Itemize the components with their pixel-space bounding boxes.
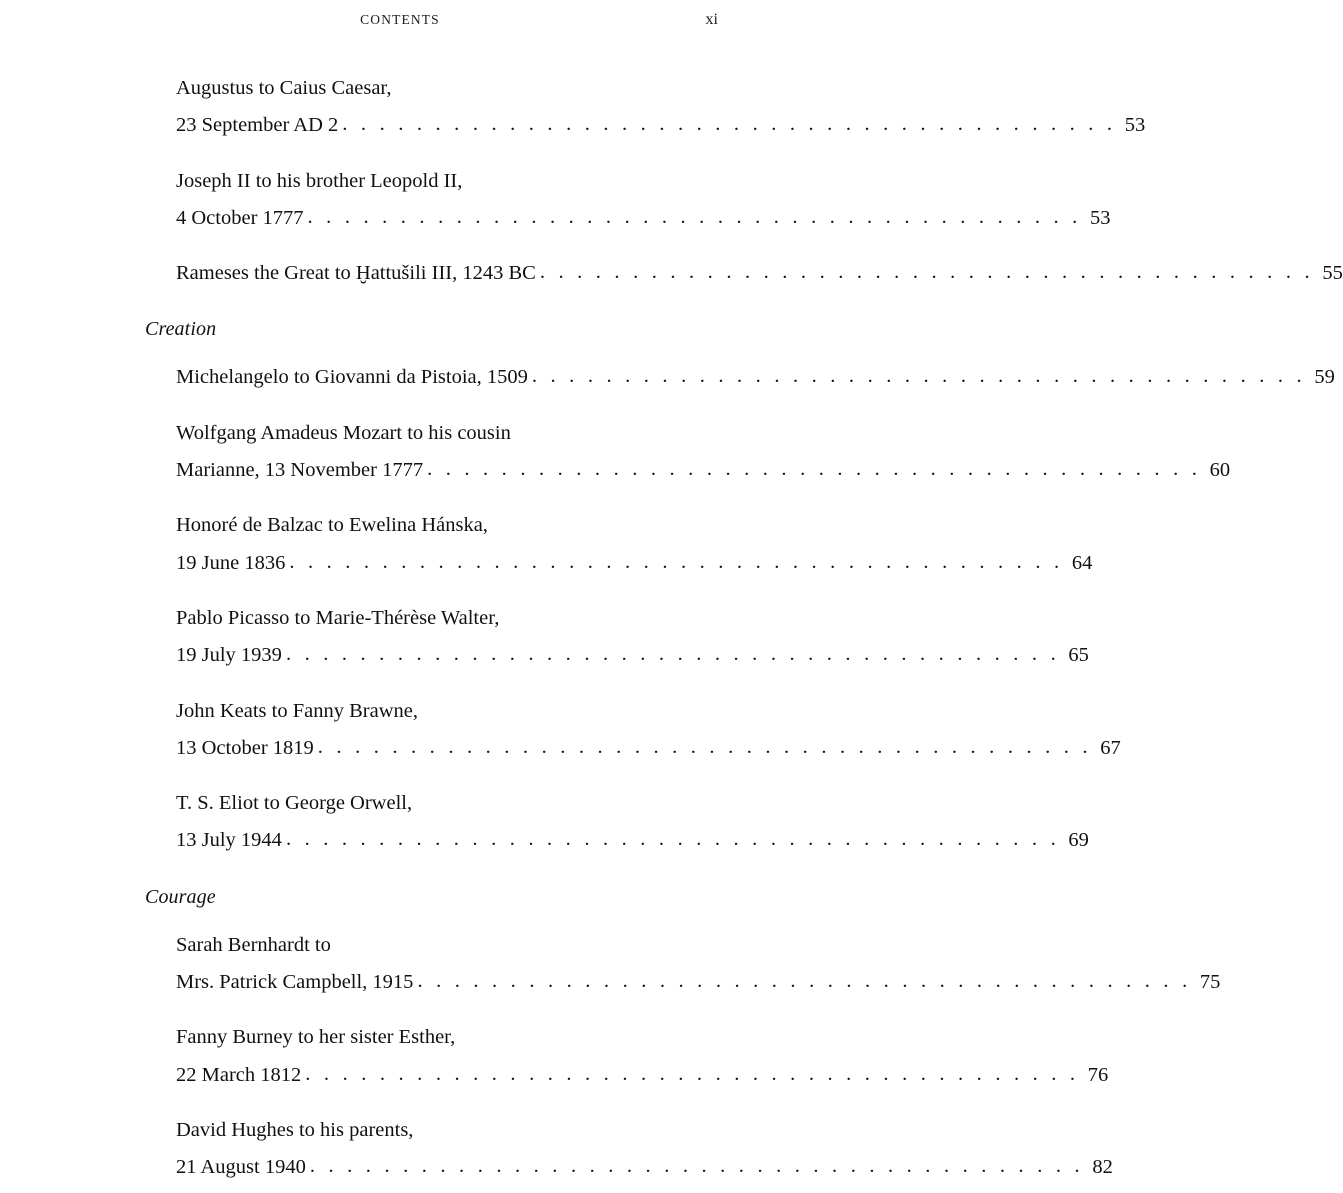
toc-dot-leader [532,358,1306,395]
toc-entry-line [145,415,645,452]
toc-entry-line [145,785,645,822]
toc-entry[interactable] [145,243,1343,292]
toc-entry-line [145,70,645,107]
toc-entry-last-line [145,200,1111,237]
toc-entry-text: Fanny Burney to her sister Esther, [176,1026,456,1049]
toc-page-number[interactable]: 69 [1068,829,1089,852]
toc-entry[interactable] [145,773,1089,860]
toc-entry-text: Sarah Bernhardt to [176,933,331,956]
toc-entry-text: Rameses the Great to Ḫattušili III, 1243 BC [176,262,536,285]
toc-dot-leader [540,254,1314,291]
toc-dot-leader [289,544,1063,581]
toc-entry-line [145,927,645,964]
toc-entry-line [145,507,645,544]
toc-page-number[interactable]: 65 [1068,644,1089,667]
toc-entry[interactable] [145,151,1111,238]
toc-dot-leader [308,199,1082,236]
toc-entry-text: Joseph II to his brother Leopold II, [176,169,463,192]
toc-entry-text: 22 March 1812 [176,1063,302,1086]
toc-entry-text: T. S. Eliot to George Orwell, [176,792,413,815]
toc-entry-text: John Keats to Fanny Brawne, [176,699,418,722]
toc-entry[interactable] [145,588,1089,675]
toc-entry[interactable] [145,403,1231,490]
toc-dot-leader [427,451,1201,488]
toc-entry-text: 23 September AD 2 [176,114,339,137]
toc-entry-line [145,1112,645,1149]
toc-section-heading: Creation [145,318,217,341]
toc-section-heading: Courage [145,885,216,908]
toc-page-number[interactable]: 60 [1209,459,1231,482]
toc-entry-line [145,1019,645,1056]
toc-entry-line [145,163,645,200]
toc-dot-leader [310,1148,1084,1185]
toc-entry-last-line [145,1057,1109,1094]
toc-entry-text: 4 October 1777 [176,206,304,229]
toc-page-number[interactable]: 64 [1071,551,1093,574]
toc-entry-text: Marianne, 13 November 1777 [176,459,424,482]
toc-entry[interactable] [145,915,1221,1002]
toc-entry[interactable] [145,347,1335,396]
toc-entry[interactable] [145,495,1093,582]
toc-entry-last-line [145,1149,1113,1186]
toc-dot-leader [286,636,1060,673]
running-head [0,12,800,34]
toc-page-number[interactable]: 82 [1092,1156,1113,1179]
toc-page-number[interactable]: 76 [1087,1063,1109,1086]
toc-entry-text: Honoré de Balzac to Ewelina Hánska, [176,514,488,537]
toc-entry-text: Pablo Picasso to Marie-Thérèse Walter, [176,606,500,629]
toc-dot-leader [286,821,1060,858]
toc-entry-text: Michelangelo to Giovanni da Pistoia, 1509 [176,366,528,389]
toc-dot-leader [342,106,1116,143]
toc-entry-text: 21 August 1940 [176,1156,306,1179]
toc-entry-last-line [145,637,1089,674]
toc-dot-leader [417,963,1191,1000]
toc-entry[interactable] [145,58,1146,145]
toc-entry-line [145,600,645,637]
toc-entry-last-line [145,545,1093,582]
toc-entry-text: 13 October 1819 [176,736,314,759]
toc-entry-last-line [145,107,1146,144]
toc-page-number[interactable]: 67 [1100,736,1121,759]
toc-entry-text: Wolfgang Amadeus Mozart to his cousin [176,421,511,444]
running-head-title: CONTENTS [360,12,440,27]
toc-entry[interactable] [145,1007,1109,1094]
toc-dot-leader [305,1056,1079,1093]
toc-entry-last-line [145,964,1221,1001]
toc-entry-text: 19 June 1836 [176,551,286,574]
toc-entry-text: 19 July 1939 [176,644,282,667]
toc-entry-text: Mrs. Patrick Campbell, 1915 [176,971,414,994]
toc-entry-last-line [145,452,1231,489]
toc-entry-last-line [145,822,1089,859]
toc-entry[interactable] [145,681,1121,768]
toc-page-number[interactable]: 55 [1322,262,1343,285]
toc-entry-last-line [145,359,1335,396]
toc-entry-text: 13 July 1944 [176,829,282,852]
toc-entry[interactable] [145,1100,1113,1187]
toc-page-number[interactable]: 75 [1199,971,1221,994]
page-folio-number: xi [705,11,718,28]
toc-page-number[interactable]: 53 [1124,114,1146,137]
table-of-contents [145,58,1343,1193]
toc-page-number[interactable]: 59 [1314,366,1335,389]
toc-dot-leader [318,729,1092,766]
toc-entry-line [145,693,645,730]
toc-entry-last-line [145,255,1343,292]
toc-entry-last-line [145,730,1121,767]
toc-page-number[interactable]: 53 [1090,206,1111,229]
toc-entry-text: David Hughes to his parents, [176,1118,414,1141]
toc-entry-text: Augustus to Caius Caesar, [176,77,392,99]
